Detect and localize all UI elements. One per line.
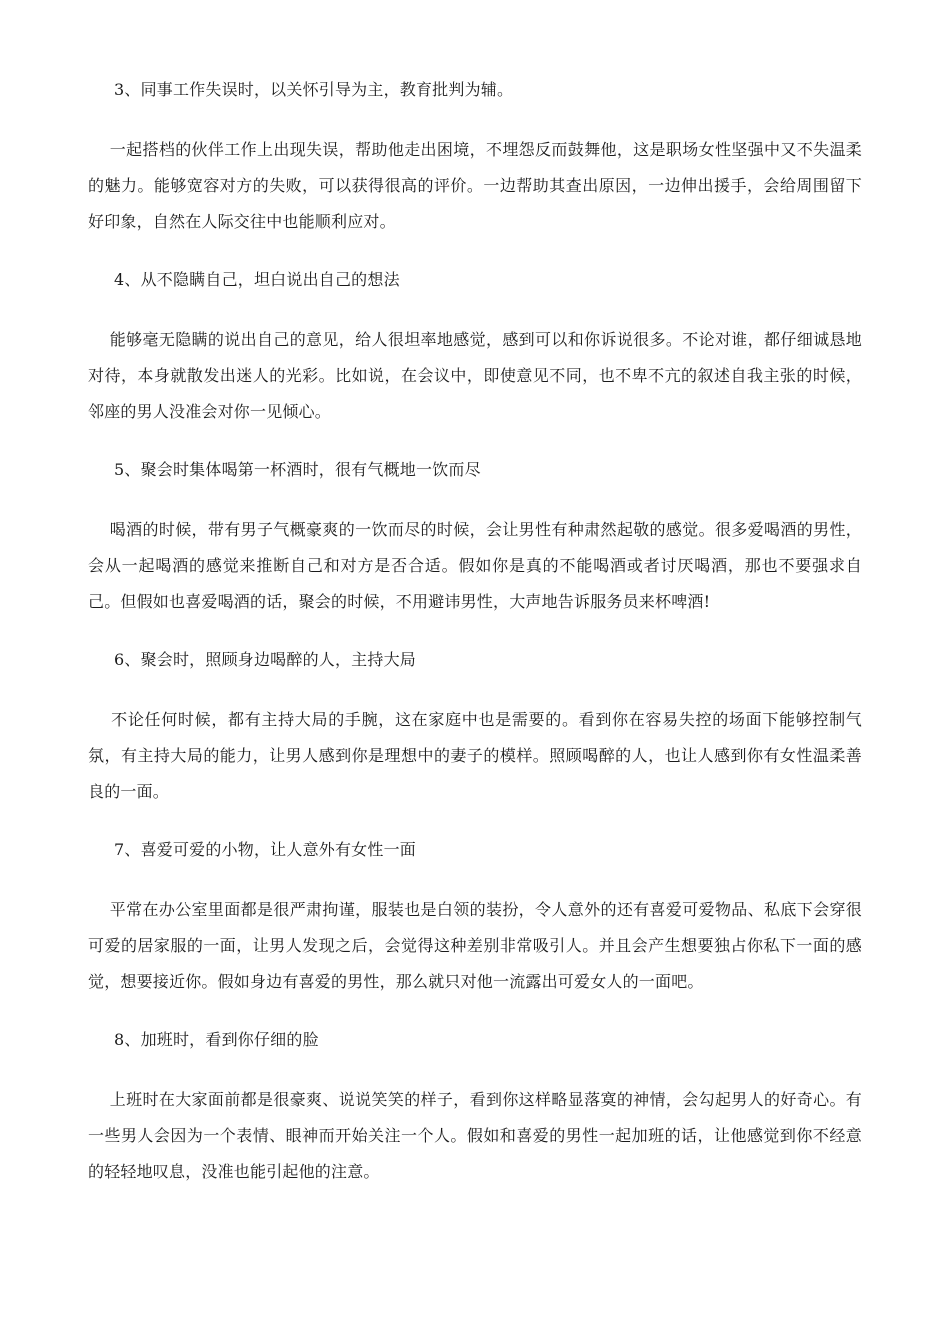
section-paragraph: 上班时在大家面前都是很豪爽、说说笑笑的样子，看到你这样略显落寞的神情，会勾起男人的好奇心。有一些男人会因为一个表情、眼神而开始关注一个人。假如和喜爱的男性一起加班的话，让他感觉到你不经意的轻轻地叹息，没准也能引起他的注意。 (88, 1090, 862, 1181)
section-4 (88, 268, 862, 430)
section-8 (88, 1028, 862, 1190)
section-3 (88, 78, 862, 240)
section-heading: 5、聚会时集体喝第一杯酒时，很有气概地一饮而尽 (114, 460, 481, 479)
section-paragraph: 不论任何时候，都有主持大局的手腕，这在家庭中也是需要的。看到你在容易失控的场面下能够控制气氛，有主持大局的能力，让男人感到你是理想中的妻子的模样。照顾喝醉的人，也让人感到你有女性温柔善良的一面。 (88, 710, 862, 801)
section-6 (88, 648, 862, 810)
section-heading: 3、同事工作失误时，以关怀引导为主，教育批判为辅。 (114, 80, 514, 99)
section-7 (88, 838, 862, 1000)
section-paragraph: 能够毫无隐瞒的说出自己的意见，给人很坦率地感觉，感到可以和你诉说很多。不论对谁，都仔细诚恳地对待，本身就散发出迷人的光彩。比如说，在会议中，即使意见不同，也不卑不亢的叙述自我主张的时候，邻座的男人没准会对你一见倾心。 (88, 330, 862, 421)
section-heading: 8、加班时，看到你仔细的脸 (114, 1030, 319, 1049)
section-5 (88, 458, 862, 620)
section-heading: 6、聚会时，照顾身边喝醉的人，主持大局 (114, 650, 416, 669)
section-heading: 7、喜爱可爱的小物，让人意外有女性一面 (114, 840, 416, 859)
section-heading: 4、从不隐瞒自己，坦白说出自己的想法 (114, 270, 400, 289)
section-paragraph: 平常在办公室里面都是很严肃拘谨，服装也是白领的装扮，令人意外的还有喜爱可爱物品、私底下会穿很可爱的居家服的一面，让男人发现之后，会觉得这种差别非常吸引人。并且会产生想要独占你私下一面的感觉，想要接近你。假如身边有喜爱的男性，那么就只对他一流露出可爱女人的一面吧。 (88, 900, 862, 991)
section-paragraph: 喝酒的时候，带有男子气概豪爽的一饮而尽的时候，会让男性有种肃然起敬的感觉。很多爱喝酒的男性，会从一起喝酒的感觉来推断自己和对方是否合适。假如你是真的不能喝酒或者讨厌喝酒，那也不要强求自己。但假如也喜爱喝酒的话，聚会的时候，不用避讳男性，大声地告诉服务员来杯啤酒! (88, 520, 862, 611)
section-paragraph: 一起搭档的伙伴工作上出现失误，帮助他走出困境，不埋怨反而鼓舞他，这是职场女性坚强中又不失温柔的魅力。能够宽容对方的失败，可以获得很高的评价。一边帮助其查出原因，一边伸出援手，会给周围留下好印象，自然在人际交往中也能顺利应对。 (88, 140, 862, 231)
